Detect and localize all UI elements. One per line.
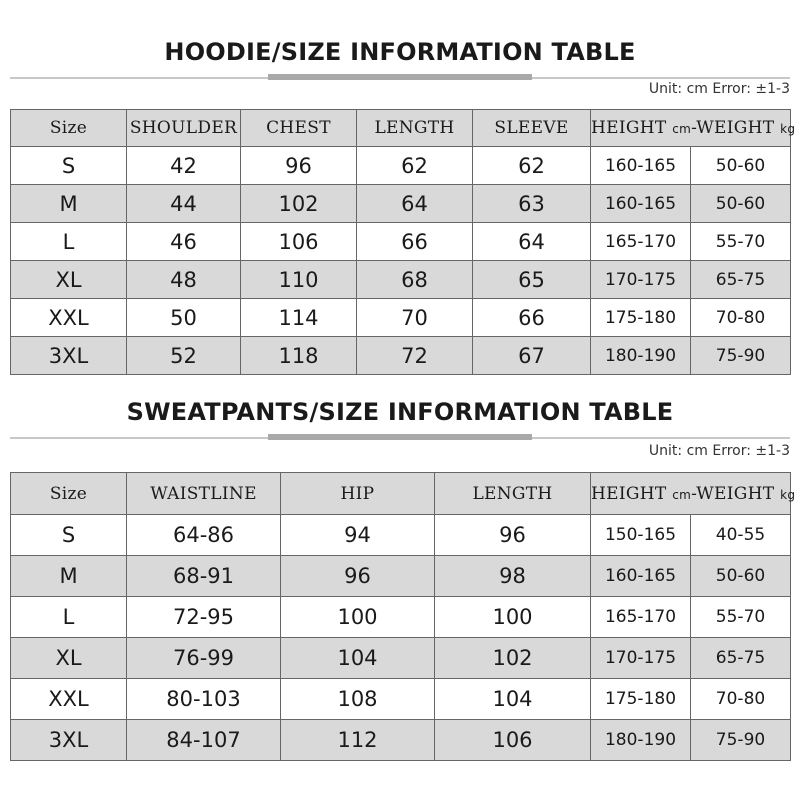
sweatpants-header-length: LENGTH: [435, 473, 591, 515]
sleeve-cell: 66: [473, 299, 591, 337]
table-row: [11, 679, 791, 720]
sleeve-cell: 64: [473, 223, 591, 261]
hip-cell: 104: [281, 638, 435, 679]
weight-cell: 50-60: [691, 556, 791, 597]
hoodie-header-height-unit: cm: [672, 122, 692, 136]
weight-cell: 70-80: [691, 299, 791, 337]
height-cell: 160-165: [591, 147, 691, 185]
table-row: [11, 337, 791, 375]
sleeve-cell: 62: [473, 147, 591, 185]
height-cell: 175-180: [591, 299, 691, 337]
hoodie-unit-note: Unit: cm Error: ±1-3: [648, 81, 790, 97]
sweatpants-size-table: [10, 472, 796, 761]
height-cell: 175-180: [591, 679, 691, 720]
hip-cell: 108: [281, 679, 435, 720]
length-cell: 104: [435, 679, 591, 720]
sweatpants-header-row: [11, 473, 791, 515]
length-cell: 68: [357, 261, 473, 299]
sleeve-cell: 63: [473, 185, 591, 223]
waistline-cell: 68-91: [127, 556, 281, 597]
height-cell: 170-175: [591, 638, 691, 679]
weight-cell: 50-60: [691, 185, 791, 223]
table-row: [11, 147, 791, 185]
hoodie-header-row: [11, 110, 791, 147]
table-row: [11, 223, 791, 261]
waistline-cell: 84-107: [127, 720, 281, 761]
waistline-cell: 80-103: [127, 679, 281, 720]
length-cell: 64: [357, 185, 473, 223]
sweatpants-header-height-unit: cm: [672, 487, 692, 502]
sweatpants-header-hip: HIP: [281, 473, 435, 515]
length-cell: 96: [435, 515, 591, 556]
hoodie-size-table: [10, 109, 796, 375]
hip-cell: 100: [281, 597, 435, 638]
hoodie-header-height: HEIGHT: [591, 118, 667, 138]
chest-cell: 102: [241, 185, 357, 223]
shoulder-cell: 50: [127, 299, 241, 337]
size-cell: M: [11, 556, 127, 597]
table-row: [11, 638, 791, 679]
sweatpants-unit-note: Unit: cm Error: ±1-3: [648, 443, 790, 459]
length-cell: 66: [357, 223, 473, 261]
height-cell: 165-170: [591, 223, 691, 261]
weight-cell: 75-90: [691, 720, 791, 761]
chest-cell: 106: [241, 223, 357, 261]
sweatpants-header-height-weight: [591, 473, 796, 515]
chest-cell: 110: [241, 261, 357, 299]
weight-cell: 65-75: [691, 638, 791, 679]
length-cell: 106: [435, 720, 591, 761]
chest-cell: 118: [241, 337, 357, 375]
hoodie-header-weight-unit: kg: [780, 122, 796, 136]
weight-cell: 40-55: [691, 515, 791, 556]
sweatpants-title: SWEATPANTS/SIZE INFORMATION TABLE: [126, 398, 674, 426]
height-cell: 180-190: [591, 337, 691, 375]
table-row: [11, 556, 791, 597]
hoodie-header-chest: CHEST: [241, 110, 357, 147]
size-cell: XL: [11, 638, 127, 679]
height-cell: 165-170: [591, 597, 691, 638]
size-cell: S: [11, 147, 127, 185]
sweatpants-header-waistline: WAISTLINE: [127, 473, 281, 515]
weight-cell: 75-90: [691, 337, 791, 375]
size-cell: 3XL: [11, 337, 127, 375]
hoodie-title: HOODIE/SIZE INFORMATION TABLE: [164, 38, 636, 66]
weight-cell: 65-75: [691, 261, 791, 299]
hoodie-header-sleeve: SLEEVE: [473, 110, 591, 147]
shoulder-cell: 48: [127, 261, 241, 299]
size-cell: 3XL: [11, 720, 127, 761]
size-cell: M: [11, 185, 127, 223]
size-cell: S: [11, 515, 127, 556]
hoodie-header-length: LENGTH: [357, 110, 473, 147]
height-cell: 180-190: [591, 720, 691, 761]
hoodie-title-accent: [268, 74, 532, 80]
sweatpants-header-height: HEIGHT: [591, 483, 667, 504]
table-row: [11, 261, 791, 299]
sweatpants-header-weight-unit: kg: [780, 487, 796, 502]
length-cell: 70: [357, 299, 473, 337]
hip-cell: 112: [281, 720, 435, 761]
table-row: [11, 299, 791, 337]
chest-cell: 114: [241, 299, 357, 337]
shoulder-cell: 46: [127, 223, 241, 261]
sweatpants-header-weight: -WEIGHT: [691, 483, 775, 504]
length-cell: 62: [357, 147, 473, 185]
waistline-cell: 64-86: [127, 515, 281, 556]
shoulder-cell: 42: [127, 147, 241, 185]
weight-cell: 55-70: [691, 597, 791, 638]
height-cell: 160-165: [591, 556, 691, 597]
weight-cell: 50-60: [691, 147, 791, 185]
table-row: [11, 515, 791, 556]
chest-cell: 96: [241, 147, 357, 185]
shoulder-cell: 52: [127, 337, 241, 375]
size-cell: XXL: [11, 299, 127, 337]
length-cell: 98: [435, 556, 591, 597]
weight-cell: 70-80: [691, 679, 791, 720]
hip-cell: 94: [281, 515, 435, 556]
hoodie-header-size: Size: [11, 110, 127, 147]
sleeve-cell: 67: [473, 337, 591, 375]
length-cell: 102: [435, 638, 591, 679]
length-cell: 72: [357, 337, 473, 375]
hoodie-header-shoulder: SHOULDER: [127, 110, 241, 147]
hoodie-header-weight: -WEIGHT: [691, 118, 775, 138]
height-cell: 160-165: [591, 185, 691, 223]
size-cell: XL: [11, 261, 127, 299]
sweatpants-title-accent: [268, 434, 532, 440]
table-row: [11, 185, 791, 223]
size-cell: XXL: [11, 679, 127, 720]
table-row: [11, 720, 791, 761]
table-row: [11, 597, 791, 638]
hoodie-header-height-weight: [591, 110, 796, 147]
hip-cell: 96: [281, 556, 435, 597]
length-cell: 100: [435, 597, 591, 638]
waistline-cell: 76-99: [127, 638, 281, 679]
size-cell: L: [11, 223, 127, 261]
sweatpants-header-size: Size: [11, 473, 127, 515]
size-cell: L: [11, 597, 127, 638]
waistline-cell: 72-95: [127, 597, 281, 638]
sleeve-cell: 65: [473, 261, 591, 299]
weight-cell: 55-70: [691, 223, 791, 261]
height-cell: 170-175: [591, 261, 691, 299]
shoulder-cell: 44: [127, 185, 241, 223]
height-cell: 150-165: [591, 515, 691, 556]
